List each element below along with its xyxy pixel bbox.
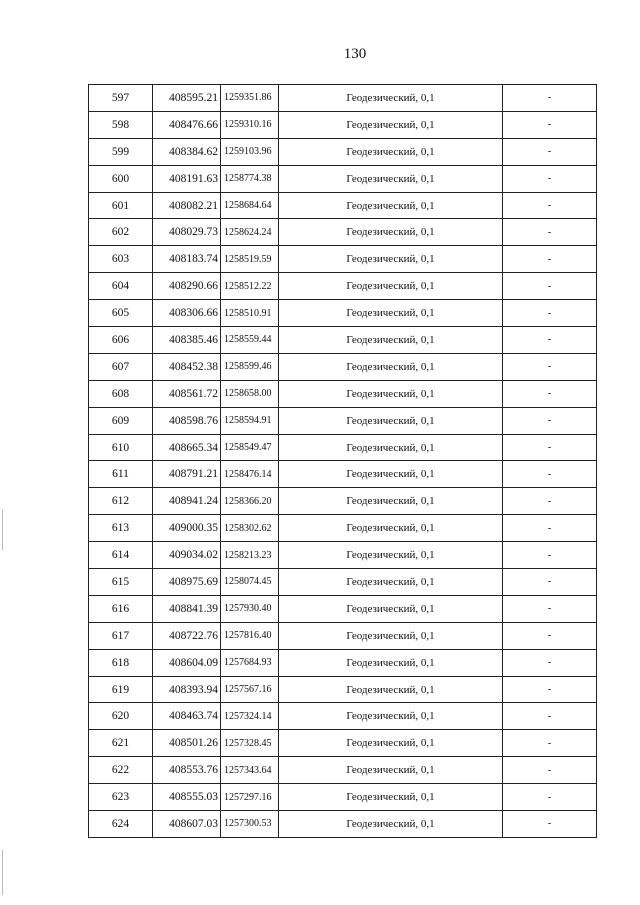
- note-cell: -: [503, 273, 597, 300]
- x-coordinate-cell: 408501.26: [153, 730, 221, 757]
- table-row: [89, 595, 597, 622]
- x-coordinate-cell: 408975.69: [153, 569, 221, 596]
- point-number-cell: 623: [89, 784, 153, 811]
- x-coordinate-cell: 408463.74: [153, 703, 221, 730]
- x-coordinate-cell: 408029.73: [153, 219, 221, 246]
- method-cell: Геодезический, 0,1: [279, 165, 503, 192]
- y-coordinate-cell: 1257324.14: [221, 703, 279, 730]
- method-cell: Геодезический, 0,1: [279, 676, 503, 703]
- method-cell: Геодезический, 0,1: [279, 219, 503, 246]
- x-coordinate-cell: 408941.24: [153, 488, 221, 515]
- x-coordinate-cell: 409034.02: [153, 542, 221, 569]
- x-coordinate-cell: 408841.39: [153, 595, 221, 622]
- point-number-cell: 605: [89, 300, 153, 327]
- note-cell: -: [503, 192, 597, 219]
- note-cell: -: [503, 488, 597, 515]
- table-row: [89, 219, 597, 246]
- method-cell: Геодезический, 0,1: [279, 757, 503, 784]
- point-number-cell: 618: [89, 649, 153, 676]
- x-coordinate-cell: 408604.09: [153, 649, 221, 676]
- method-cell: Геодезический, 0,1: [279, 138, 503, 165]
- coordinates-table-body: [89, 85, 597, 838]
- x-coordinate-cell: 408384.62: [153, 138, 221, 165]
- method-cell: Геодезический, 0,1: [279, 407, 503, 434]
- y-coordinate-cell: 1258559.44: [221, 327, 279, 354]
- x-coordinate-cell: 408306.66: [153, 300, 221, 327]
- table-row: [89, 353, 597, 380]
- method-cell: Геодезический, 0,1: [279, 515, 503, 542]
- table-row: [89, 649, 597, 676]
- note-cell: -: [503, 595, 597, 622]
- point-number-cell: 620: [89, 703, 153, 730]
- x-coordinate-cell: 408555.03: [153, 784, 221, 811]
- y-coordinate-cell: 1259103.96: [221, 138, 279, 165]
- table-row: [89, 273, 597, 300]
- note-cell: -: [503, 165, 597, 192]
- point-number-cell: 611: [89, 461, 153, 488]
- y-coordinate-cell: 1258774.38: [221, 165, 279, 192]
- method-cell: Геодезический, 0,1: [279, 542, 503, 569]
- method-cell: Геодезический, 0,1: [279, 730, 503, 757]
- y-coordinate-cell: 1257343.64: [221, 757, 279, 784]
- method-cell: Геодезический, 0,1: [279, 246, 503, 273]
- table-row: [89, 488, 597, 515]
- point-number-cell: 607: [89, 353, 153, 380]
- coordinates-table: [88, 84, 597, 838]
- x-coordinate-cell: 408476.66: [153, 111, 221, 138]
- method-cell: Геодезический, 0,1: [279, 461, 503, 488]
- y-coordinate-cell: 1258476.14: [221, 461, 279, 488]
- x-coordinate-cell: 408598.76: [153, 407, 221, 434]
- point-number-cell: 600: [89, 165, 153, 192]
- note-cell: -: [503, 811, 597, 838]
- point-number-cell: 614: [89, 542, 153, 569]
- table-row: [89, 380, 597, 407]
- y-coordinate-cell: 1258512.22: [221, 273, 279, 300]
- point-number-cell: 612: [89, 488, 153, 515]
- method-cell: Геодезический, 0,1: [279, 488, 503, 515]
- scan-edge-mark: [2, 510, 3, 550]
- table-row: [89, 85, 597, 112]
- note-cell: -: [503, 353, 597, 380]
- point-number-cell: 624: [89, 811, 153, 838]
- point-number-cell: 613: [89, 515, 153, 542]
- note-cell: -: [503, 434, 597, 461]
- x-coordinate-cell: 408385.46: [153, 327, 221, 354]
- y-coordinate-cell: 1258519.59: [221, 246, 279, 273]
- method-cell: Геодезический, 0,1: [279, 300, 503, 327]
- x-coordinate-cell: 408191.63: [153, 165, 221, 192]
- method-cell: Геодезический, 0,1: [279, 273, 503, 300]
- method-cell: Геодезический, 0,1: [279, 622, 503, 649]
- note-cell: -: [503, 461, 597, 488]
- note-cell: -: [503, 85, 597, 112]
- y-coordinate-cell: 1257930.40: [221, 595, 279, 622]
- table-row: [89, 300, 597, 327]
- table-row: [89, 811, 597, 838]
- note-cell: -: [503, 515, 597, 542]
- method-cell: Геодезический, 0,1: [279, 85, 503, 112]
- y-coordinate-cell: 1257297.16: [221, 784, 279, 811]
- method-cell: Геодезический, 0,1: [279, 380, 503, 407]
- y-coordinate-cell: 1258624.24: [221, 219, 279, 246]
- x-coordinate-cell: 408791.21: [153, 461, 221, 488]
- point-number-cell: 602: [89, 219, 153, 246]
- method-cell: Геодезический, 0,1: [279, 703, 503, 730]
- x-coordinate-cell: 408553.76: [153, 757, 221, 784]
- point-number-cell: 599: [89, 138, 153, 165]
- note-cell: -: [503, 622, 597, 649]
- table-row: [89, 569, 597, 596]
- y-coordinate-cell: 1258658.00: [221, 380, 279, 407]
- x-coordinate-cell: 408722.76: [153, 622, 221, 649]
- page-number: 130: [343, 46, 367, 62]
- point-number-cell: 608: [89, 380, 153, 407]
- x-coordinate-cell: 408183.74: [153, 246, 221, 273]
- note-cell: -: [503, 407, 597, 434]
- table-row: [89, 622, 597, 649]
- note-cell: -: [503, 327, 597, 354]
- point-number-cell: 619: [89, 676, 153, 703]
- note-cell: -: [503, 784, 597, 811]
- table-row: [89, 138, 597, 165]
- table-row: [89, 703, 597, 730]
- table-row: [89, 757, 597, 784]
- point-number-cell: 616: [89, 595, 153, 622]
- note-cell: -: [503, 246, 597, 273]
- note-cell: -: [503, 380, 597, 407]
- point-number-cell: 617: [89, 622, 153, 649]
- table-row: [89, 246, 597, 273]
- table-row: [89, 407, 597, 434]
- point-number-cell: 615: [89, 569, 153, 596]
- x-coordinate-cell: 409000.35: [153, 515, 221, 542]
- table-row: [89, 165, 597, 192]
- point-number-cell: 610: [89, 434, 153, 461]
- method-cell: Геодезический, 0,1: [279, 811, 503, 838]
- method-cell: Геодезический, 0,1: [279, 434, 503, 461]
- method-cell: Геодезический, 0,1: [279, 192, 503, 219]
- table-row: [89, 111, 597, 138]
- y-coordinate-cell: 1258684.64: [221, 192, 279, 219]
- table-row: [89, 434, 597, 461]
- x-coordinate-cell: 408290.66: [153, 273, 221, 300]
- note-cell: -: [503, 757, 597, 784]
- scan-edge-mark: [2, 850, 3, 895]
- y-coordinate-cell: 1257328.45: [221, 730, 279, 757]
- note-cell: -: [503, 219, 597, 246]
- table-row: [89, 327, 597, 354]
- x-coordinate-cell: 408082.21: [153, 192, 221, 219]
- x-coordinate-cell: 408393.94: [153, 676, 221, 703]
- y-coordinate-cell: 1259310.16: [221, 111, 279, 138]
- table-row: [89, 515, 597, 542]
- table-row: [89, 676, 597, 703]
- point-number-cell: 621: [89, 730, 153, 757]
- method-cell: Геодезический, 0,1: [279, 327, 503, 354]
- table-row: [89, 192, 597, 219]
- table-row: [89, 784, 597, 811]
- y-coordinate-cell: 1258366.20: [221, 488, 279, 515]
- y-coordinate-cell: 1258302.62: [221, 515, 279, 542]
- method-cell: Геодезический, 0,1: [279, 595, 503, 622]
- point-number-cell: 597: [89, 85, 153, 112]
- x-coordinate-cell: 408665.34: [153, 434, 221, 461]
- note-cell: -: [503, 649, 597, 676]
- note-cell: -: [503, 703, 597, 730]
- y-coordinate-cell: 1257567.16: [221, 676, 279, 703]
- method-cell: Геодезический, 0,1: [279, 649, 503, 676]
- method-cell: Геодезический, 0,1: [279, 353, 503, 380]
- y-coordinate-cell: 1258074.45: [221, 569, 279, 596]
- x-coordinate-cell: 408607.03: [153, 811, 221, 838]
- y-coordinate-cell: 1259351.86: [221, 85, 279, 112]
- method-cell: Геодезический, 0,1: [279, 111, 503, 138]
- y-coordinate-cell: 1258213.23: [221, 542, 279, 569]
- x-coordinate-cell: 408595.21: [153, 85, 221, 112]
- point-number-cell: 622: [89, 757, 153, 784]
- x-coordinate-cell: 408561.72: [153, 380, 221, 407]
- y-coordinate-cell: 1257684.93: [221, 649, 279, 676]
- note-cell: -: [503, 730, 597, 757]
- point-number-cell: 609: [89, 407, 153, 434]
- note-cell: -: [503, 111, 597, 138]
- note-cell: -: [503, 569, 597, 596]
- point-number-cell: 601: [89, 192, 153, 219]
- method-cell: Геодезический, 0,1: [279, 784, 503, 811]
- note-cell: -: [503, 300, 597, 327]
- y-coordinate-cell: 1258594.91: [221, 407, 279, 434]
- point-number-cell: 604: [89, 273, 153, 300]
- y-coordinate-cell: 1258510.91: [221, 300, 279, 327]
- y-coordinate-cell: 1258599.46: [221, 353, 279, 380]
- note-cell: -: [503, 138, 597, 165]
- point-number-cell: 606: [89, 327, 153, 354]
- note-cell: -: [503, 542, 597, 569]
- point-number-cell: 603: [89, 246, 153, 273]
- point-number-cell: 598: [89, 111, 153, 138]
- y-coordinate-cell: 1258549.47: [221, 434, 279, 461]
- table-row: [89, 730, 597, 757]
- x-coordinate-cell: 408452.38: [153, 353, 221, 380]
- note-cell: -: [503, 676, 597, 703]
- y-coordinate-cell: 1257816.40: [221, 622, 279, 649]
- y-coordinate-cell: 1257300.53: [221, 811, 279, 838]
- method-cell: Геодезический, 0,1: [279, 569, 503, 596]
- table-row: [89, 542, 597, 569]
- table-row: [89, 461, 597, 488]
